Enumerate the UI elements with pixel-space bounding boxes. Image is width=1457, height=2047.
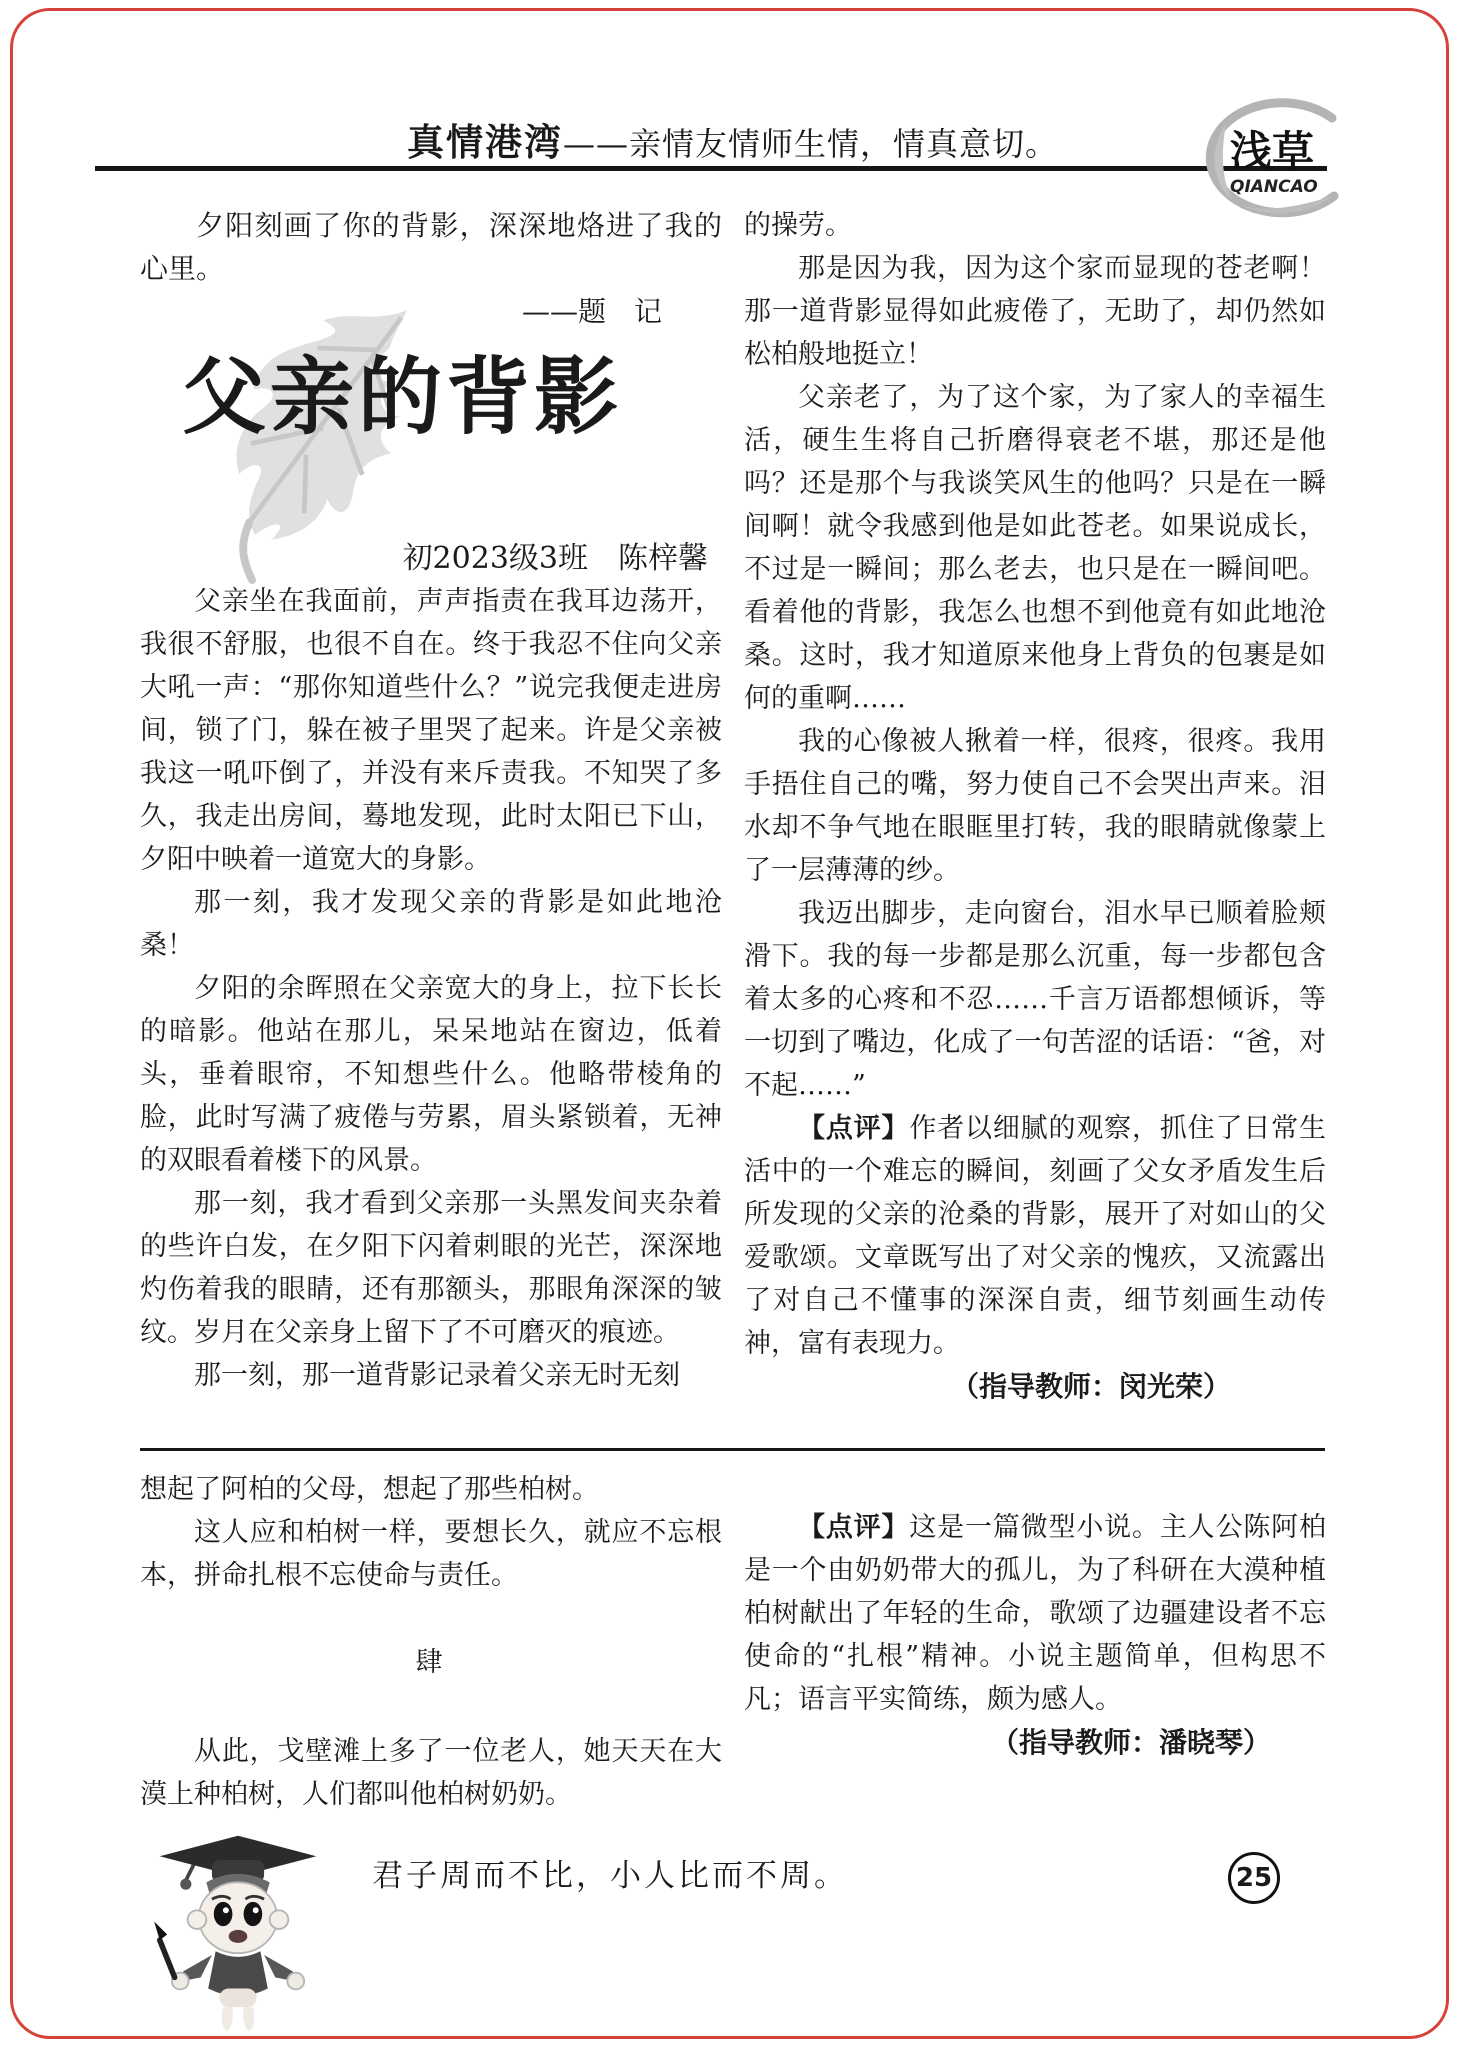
article-divider-rule — [140, 1448, 1325, 1451]
right-column-top — [744, 204, 1326, 1408]
paragraph: 我的心像被人揪着一样，很疼，很疼。我用手捂住自己的嘴，努力使自己不会哭出声来。泪水却不争气地在眼眶里打转，我的眼睛就像蒙上了一层薄薄的纱。 — [744, 726, 1326, 886]
column-subtitle: ——亲情友情师生情，情真意切。 — [562, 125, 1058, 163]
logo-en-text: QIANCAO — [1230, 177, 1318, 197]
advising-teacher: （指导教师：潘晓琴） — [990, 1726, 1271, 1759]
article-byline: 初2023级3班 陈梓馨 — [402, 541, 708, 576]
paragraph: 这人应和柏树一样，要想长久，就应不忘根本，拼命扎根不忘使命与责任。 — [140, 1517, 722, 1591]
editor-comment — [744, 1107, 1326, 1365]
mascot-illustration — [143, 1832, 333, 2037]
epigraph-sign: ——题 记 — [521, 295, 662, 328]
section-header — [140, 112, 1325, 166]
column-title: 真情港湾 — [406, 121, 563, 164]
comment-text: 作者以细腻的观察，抓住了日常生活中的一个难忘的瞬间，刻画了父女矛盾发生后所发现的父亲的沧桑的背影，展开了对如山的父爱歌颂。文章既写出了对父亲的愧疚，又流露出了对自己不懂事的深深自责，细节刻画生动传神，富有表现力。 — [744, 1113, 1327, 1359]
left-column-bottom — [140, 1468, 722, 1816]
paragraph: 我迈出脚步，走向窗台，泪水早已顺着脸颊滑下。我的每一步都是那么沉重，每一步都包含着太多的心疼和不忍……千言万语都想倾诉，等一切到了嘴边，化成了一句苦涩的话语：“爸，对不起……” — [744, 898, 1326, 1101]
left-column-top — [140, 204, 722, 1397]
header-rule — [95, 166, 1327, 171]
paragraph: 的操劳。 — [744, 210, 852, 241]
section-number-mark: 肆 — [415, 1647, 447, 1678]
title-block — [140, 337, 722, 537]
editor-comment — [744, 1506, 1326, 1721]
paragraph: 父亲老了，为了这个家，为了家人的幸福生活，硬生生将自己折磨得衰老不堪，那还是他吗？还是那个与我谈笑风生的他吗？只是在一瞬间啊！就令我感到他是如此苍老。如果说成长，不过是一瞬间；那么老去，也只是在一瞬间吧。看着他的背影，我怎么也想不到他竟有如此地沧桑。这时，我才知道原来他身上背负的包裹是如何的重啊…… — [744, 382, 1326, 714]
advising-teacher: （指导教师：闵光荣） — [950, 1370, 1231, 1403]
comment-text: 这是一篇微型小说。主人公陈阿柏是一个由奶奶带大的孤儿，为了科研在大漠种植柏树献出了年轻的生命，歌颂了边疆建设者不忘使命的“扎根”精神。小说主题简单，但构思不凡；语言平实简练，颇为感人。 — [744, 1512, 1327, 1715]
paragraph: 那一刻，那一道背影记录着父亲无时无刻 — [194, 1360, 680, 1391]
footer-motto: 君子周而不比，小人比而不周。 — [372, 1858, 848, 1894]
epigraph: 夕阳刻画了你的背影，深深地烙进了我的心里。 — [140, 209, 722, 285]
paragraph: 那一刻，我才看到父亲那一头黑发间夹杂着的些许白发，在夕阳下闪着刺眼的光芒，深深地灼伤着我的眼睛，还有那额头，那眼角深深的皱纹。岁月在父亲身上留下了不可磨灭的痕迹。 — [140, 1188, 722, 1348]
right-column-bottom — [744, 1506, 1326, 1764]
logo-cn-text: 浅草 — [1230, 127, 1315, 176]
comment-label: 【点评】 — [798, 1512, 910, 1543]
paragraph: 想起了阿柏的父母，想起了那些柏树。 — [140, 1474, 599, 1505]
paragraph: 父亲坐在我面前，声声指责在我耳边荡开，我很不舒服，也很不自在。终于我忍不住向父亲大吼一声：“那你知道些什么？”说完我便走进房间，锁了门，躲在被子里哭了起来。许是父亲被我这一吼吓倒了，并没有来斥责我。不知哭了多久，我走出房间，蓦地发现，此时太阳已下山，夕阳中映着一道宽大的身影。 — [140, 586, 722, 875]
paragraph: 从此，戈壁滩上多了一位老人，她天天在大漠上种柏树，人们都叫他柏树奶奶。 — [140, 1736, 722, 1810]
page-number: 25 — [1228, 1852, 1280, 1904]
graduate-kid-icon — [143, 1832, 333, 2037]
article-title: 父亲的背影 — [182, 347, 623, 446]
paragraph: 那是因为我，因为这个家而显现的苍老啊！那一道背影显得如此疲倦了，无助了，却仍然如松柏般地挺立！ — [744, 253, 1326, 370]
comment-label: 【点评】 — [798, 1113, 910, 1144]
paragraph: 夕阳的余晖照在父亲宽大的身上，拉下长长的暗影。他站在那儿，呆呆地站在窗边，低着头，垂着眼帘，不知想些什么。他略带棱角的脸，此时写满了疲倦与劳累，眉头紧锁着，无神的双眼看着楼下的风景。 — [140, 973, 722, 1176]
paragraph: 那一刻，我才发现父亲的背影是如此地沧桑！ — [140, 887, 722, 961]
